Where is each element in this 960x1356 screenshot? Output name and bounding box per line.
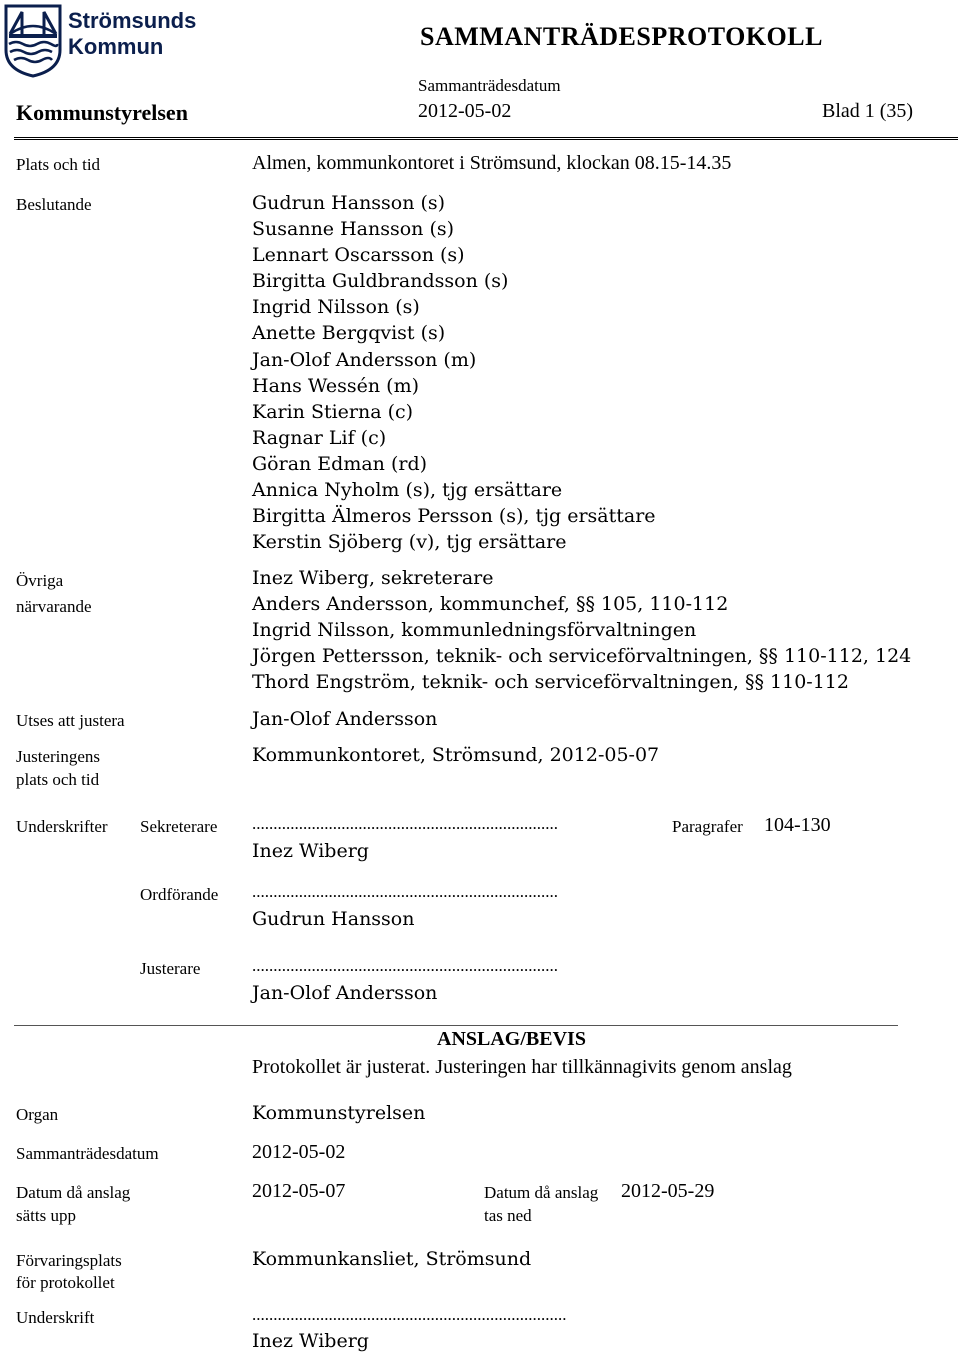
adjustment-place-value: Kommunkontoret, Strömsund, 2012-05-07: [252, 744, 660, 766]
notice-divider: [14, 1025, 898, 1026]
list-item: Inez Wiberg, sekreterare: [252, 567, 494, 589]
adjuster-signature-line: ........................................................................: [252, 956, 558, 975]
list-item: Kerstin Sjöberg (v), tjg ersättare: [252, 531, 567, 554]
list-item: Anette Bergqvist (s): [252, 322, 446, 345]
adjustment-place-label-line-1: Justeringens: [16, 747, 101, 766]
organ-label: Organ: [16, 1105, 59, 1124]
paragraphs-label: Paragrafer: [672, 817, 743, 836]
logo-line-2: Kommun: [68, 34, 164, 59]
posted-date-value: 2012-05-07: [252, 1180, 346, 1202]
place-value: Almen, kommunkontoret i Strömsund, klockan 08.15-14.35: [252, 152, 732, 174]
logo-line-1: Strömsunds: [68, 8, 197, 33]
chair-name: Gudrun Hansson: [252, 908, 415, 930]
list-item: Birgitta Guldbrandsson (s): [252, 270, 509, 293]
notice-title: ANSLAG/BEVIS: [437, 1028, 586, 1050]
bridge-emblem-icon: [4, 4, 62, 78]
secretary-name: Inez Wiberg: [252, 840, 369, 862]
notice-statement: Protokollet är justerat. Justeringen har tillkännagivits genom anslag: [252, 1056, 792, 1078]
place-label: Plats och tid: [16, 155, 101, 174]
adjuster-value: Jan-Olof Andersson: [252, 708, 438, 730]
adjuster-label: Utses att justera: [16, 711, 125, 730]
posted-date-label-line-1: Datum då anslag: [16, 1183, 131, 1202]
body-name: Kommunstyrelsen: [16, 100, 188, 125]
list-item: Anders Andersson, kommunchef, §§ 105, 110-112: [252, 593, 729, 616]
secretary-signature-line: ........................................................................: [252, 814, 558, 833]
notice-meeting-date-value: 2012-05-02: [252, 1141, 346, 1163]
others-label-line-2: närvarande: [16, 597, 92, 616]
list-item: Thord Engström, teknik- och serviceförvaltningen, §§ 110-112: [252, 671, 849, 694]
chair-role: Ordförande: [140, 885, 219, 904]
removed-date-value: 2012-05-29: [621, 1180, 715, 1202]
removed-date-label-line-2: tas ned: [484, 1206, 532, 1225]
deciding-label: Beslutande: [16, 195, 92, 214]
removed-date-label-line-1: Datum då anslag: [484, 1183, 599, 1202]
list-item: Hans Wessén (m): [252, 374, 420, 397]
secretary-role: Sekreterare: [140, 817, 218, 836]
organ-value: Kommunstyrelsen: [252, 1102, 426, 1124]
list-item: Göran Edman (rd): [252, 452, 428, 475]
list-item: Ingrid Nilsson, kommunledningsförvaltningen: [252, 619, 697, 642]
others-present-list: [252, 565, 911, 695]
list-item: Jan-Olof Andersson (m): [252, 348, 477, 371]
document-title: SAMMANTRÄDESPROTOKOLL: [420, 22, 823, 51]
adjustment-place-label-line-2: plats och tid: [16, 770, 100, 789]
list-item: Birgitta Älmeros Persson (s), tjg ersättare: [252, 505, 656, 528]
adjuster-role: Justerare: [140, 959, 201, 978]
others-label-line-1: Övriga: [16, 571, 64, 590]
posted-date-label-line-2: sätts upp: [16, 1206, 76, 1225]
list-item: Annica Nyholm (s), tjg ersättare: [252, 479, 563, 502]
notice-meeting-date-label: Sammanträdesdatum: [16, 1144, 159, 1163]
list-item: Karin Stierna (c): [252, 400, 414, 423]
chair-signature-line: ........................................................................: [252, 882, 558, 901]
paragraphs-value: 104-130: [764, 814, 831, 836]
list-item: Lennart Oscarsson (s): [252, 244, 465, 267]
meeting-date-label: Sammanträdesdatum: [418, 76, 561, 95]
list-item: Jörgen Pettersson, teknik- och serviceförvaltningen, §§ 110-112, 124: [252, 645, 912, 668]
signature-label: Underskrift: [16, 1308, 95, 1327]
deciding-members-list: [252, 190, 656, 555]
list-item: Gudrun Hansson (s): [252, 192, 446, 214]
header-divider: [14, 137, 958, 140]
storage-label-line-2: för protokollet: [16, 1273, 115, 1292]
meeting-date: 2012-05-02: [418, 100, 512, 122]
storage-label-line-1: Förvaringsplats: [16, 1251, 122, 1270]
adjuster-name: Jan-Olof Andersson: [252, 982, 438, 1004]
notice-signature-name: Inez Wiberg: [252, 1330, 369, 1352]
list-item: Ingrid Nilsson (s): [252, 296, 420, 319]
list-item: Susanne Hansson (s): [252, 218, 455, 241]
storage-value: Kommunkansliet, Strömsund: [252, 1248, 532, 1270]
page-number: Blad 1 (35): [822, 100, 914, 122]
logo-wordmark: [68, 8, 196, 60]
notice-signature-line: ..........................................................................: [252, 1305, 567, 1324]
list-item: Ragnar Lif (c): [252, 426, 387, 449]
municipality-logo: [4, 4, 197, 82]
signatures-label: Underskrifter: [16, 817, 108, 836]
